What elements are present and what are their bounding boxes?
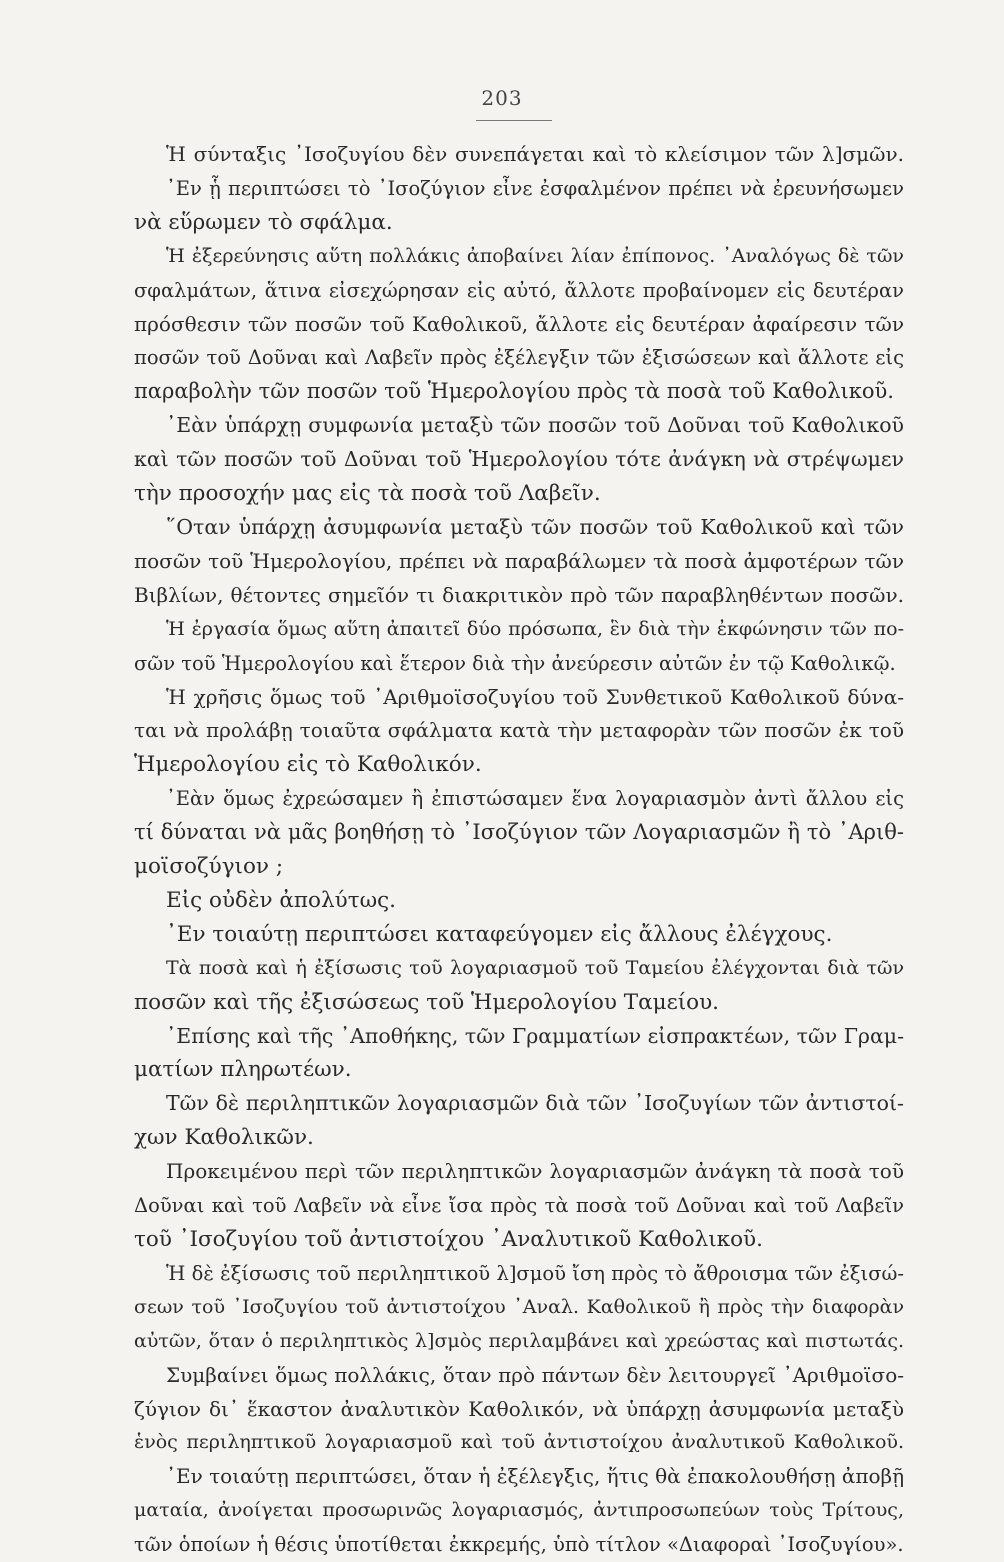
text-line: τὴν προσοχήν μας εἰς τὰ ποσὰ τοῦ Λαβεῖν. <box>134 481 601 507</box>
text-line: σφαλμάτων, ἅτινα εἰσεχώρησαν εἰς αὐτό, ἄλλοτε προβαίνομεν εἰς δευτέραν <box>134 278 904 302</box>
text-line: καὶ τῶν ποσῶν τοῦ Δοῦναι τοῦ Ἡμερολογίου τότε ἀνάγκη νὰ στρέψωμεν <box>134 447 904 472</box>
text-line: ποσῶν τοῦ Ἡμερολογίου, πρέπει νὰ παραβάλωμεν τὰ ποσὰ ἀμφοτέρων τῶν <box>134 548 904 573</box>
text-line: Ἡ ἐξερεύνησις αὕτη πολλάκις ἀποβαίνει λίαν ἐπίπονος. ᾽Αναλόγως δὲ τῶν <box>166 244 904 267</box>
text-line: ζύγιον δι᾽ ἕκαστον ἀναλυτικὸν Καθολικόν, νὰ ὑπάρχῃ ἀσυμφωνία μεταξὺ <box>134 1396 904 1421</box>
text-line: ποσῶν τοῦ Δοῦναι καὶ Λαβεῖν πρὸς ἐξέλεγξιν τῶν ἐξισώσεων καὶ ἄλλοτε εἰς <box>134 346 904 370</box>
text-line: σῶν τοῦ Ἡμερολογίου καὶ ἕτερον διὰ τὴν ἀνεύρεσιν αὐτῶν ἐν τῷ Καθολικῷ. <box>134 651 896 675</box>
text-line: Τῶν δὲ περιληπτικῶν λογαριασμῶν διὰ τῶν ᾽Ισοζυγίων τῶν ἀντιστοί- <box>166 1091 904 1116</box>
text-line: Εἰς οὐδὲν ἀπολύτως. <box>166 887 396 913</box>
text-line: Ἡμερολογίου εἰς τὸ Καθολικόν. <box>134 752 482 778</box>
text-line: ἑνὸς περιληπτικοῦ λογαριασμοῦ καὶ τοῦ ἀντιστοίχου ἀναλυτικοῦ Καθολικοῦ. <box>134 1431 904 1454</box>
text-line: Ἡ χρῆσις ὅμως τοῦ ᾽Αριθμοϊσοζυγίου τοῦ Συνθετικοῦ Καθολικοῦ δύνα- <box>166 684 904 709</box>
text-line: ποσῶν καὶ τῆς ἐξισώσεως τοῦ Ἡμερολογίου Ταμείου. <box>134 989 720 1015</box>
text-line: μοϊσοζύγιον ; <box>134 854 284 880</box>
text-line: σεων τοῦ ᾽Ισοζυγίου τοῦ ἀντιστοίχου ᾽Αναλ. Καθολικοῦ ἢ πρὸς τὴν διαφορὰν <box>134 1295 904 1318</box>
text-line: αὐτῶν, ὅταν ὁ περιληπτικὸς λ]σμὸς περιλαμβάνει καὶ χρεώστας καὶ πιστωτάς. <box>134 1329 904 1352</box>
text-line: ῞Οταν ὑπάρχῃ ἀσυμφωνία μεταξὺ τῶν ποσῶν τοῦ Καθολικοῦ καὶ τῶν <box>166 514 904 539</box>
text-line: ᾽Επίσης καὶ τῆς ᾽Αποθήκης, τῶν Γραμματίων εἰσπρακτέων, τῶν Γραμ- <box>166 1023 904 1048</box>
text-line: Δοῦναι καὶ τοῦ Λαβεῖν νὰ εἶνε ἴσα πρὸς τὰ ποσὰ τοῦ Δοῦναι καὶ τοῦ Λαβεῖν <box>134 1194 904 1218</box>
page-number: 203 <box>481 86 523 110</box>
page-number-rule <box>476 120 552 121</box>
text-line: χων Καθολικῶν. <box>134 1125 314 1151</box>
text-line: ᾽Εὰν ὅμως ἐχρεώσαμεν ἢ ἐπιστώσαμεν ἕνα λογαριασμὸν ἀντὶ ἄλλου εἰς <box>166 787 904 811</box>
text-line: Τὰ ποσὰ καὶ ἡ ἐξίσωσις τοῦ λογαριασμοῦ τοῦ Ταμείου ἐλέγχονται διὰ τῶν <box>166 956 904 979</box>
text-line: ται νὰ προλάβῃ τοιαῦτα σφάλματα κατὰ τὴν μεταφορὰν τῶν ποσῶν ἐκ τοῦ <box>134 718 904 743</box>
text-line: τῶν ὁποίων ἡ θέσις ὑποτίθεται ἐκκρεμής, ὑπὸ τίτλον «Διαφοραὶ ᾽Ισοζυγίου». <box>134 1533 904 1557</box>
text-line: ᾽Εν τοιαύτῃ περιπτώσει, ὅταν ἡ ἐξέλεγξις, ἥτις θὰ ἐπακολουθήσῃ ἀποβῇ <box>166 1464 904 1489</box>
text-line: ᾽Εν ᾗ περιπτώσει τὸ ᾽Ισοζύγιον εἶνε ἐσφαλμένον πρέπει νὰ ἐρευνήσωμεν <box>166 176 904 200</box>
text-line: νὰ εὕρωμεν τὸ σφάλμα. <box>134 209 393 235</box>
text-line: Ἡ δὲ ἐξίσωσις τοῦ περιληπτικοῦ λ]σμοῦ ἴση πρὸς τὸ ἄθροισμα τῶν ἐξισώ- <box>166 1261 904 1285</box>
text-line: Βιβλίων, θέτοντες σημεῖόν τι διακριτικὸν πρὸ τῶν παραβληθέντων ποσῶν. <box>134 582 904 607</box>
text-line: Ἡ ἐργασία ὅμως αὕτη ἀπαιτεῖ δύο πρόσωπα, ἓν διὰ τὴν ἐκφώνησιν τῶν πο- <box>166 617 904 640</box>
text-line: τί δύναται νὰ μᾶς βοηθήσῃ τὸ ᾽Ισοζύγιον τῶν Λογαριασμῶν ἢ τὸ ᾽Αριθ- <box>134 820 904 845</box>
text-line: πρόσθεσιν τῶν ποσῶν τοῦ Καθολικοῦ, ἄλλοτε εἰς δευτέραν ἀφαίρεσιν τῶν <box>134 311 904 336</box>
text-line: παραβολὴν τῶν ποσῶν τοῦ Ἡμερολογίου πρὸς τὰ ποσὰ τοῦ Καθολικοῦ. <box>134 379 894 404</box>
text-line: ματίων πληρωτέων. <box>134 1057 352 1083</box>
text-line: ᾽Εν τοιαύτῃ περιπτώσει καταφεύγομεν εἰς ἄλλους ἐλέγχους. <box>166 921 833 947</box>
body-text <box>134 138 904 1562</box>
text-line: τοῦ ᾽Ισοζυγίου τοῦ ἀντιστοίχου ᾽Αναλυτικοῦ Καθολικοῦ. <box>134 1227 763 1252</box>
text-line: Προκειμένου περὶ τῶν περιληπτικῶν λογαριασμῶν ἀνάγκη τὰ ποσὰ τοῦ <box>166 1159 904 1184</box>
text-line: Συμβαίνει ὅμως πολλάκις, ὅταν πρὸ πάντων δὲν λειτουργεῖ ᾽Αριθμοϊσο- <box>166 1362 904 1387</box>
text-line: Ἡ σύνταξις ᾽Ισοζυγίου δὲν συνεπάγεται καὶ τὸ κλείσιμον τῶν λ]σμῶν. <box>166 142 904 166</box>
text-line: ματαία, ἀνοίγεται προσωρινῶς λογαριασμός, ἀντιπροσωπεύων τοὺς Τρίτους, <box>134 1499 904 1522</box>
text-line: ᾽Εὰν ὑπάρχῃ συμφωνία μεταξὺ τῶν ποσῶν τοῦ Δοῦναι τοῦ Καθολικοῦ <box>166 413 904 438</box>
